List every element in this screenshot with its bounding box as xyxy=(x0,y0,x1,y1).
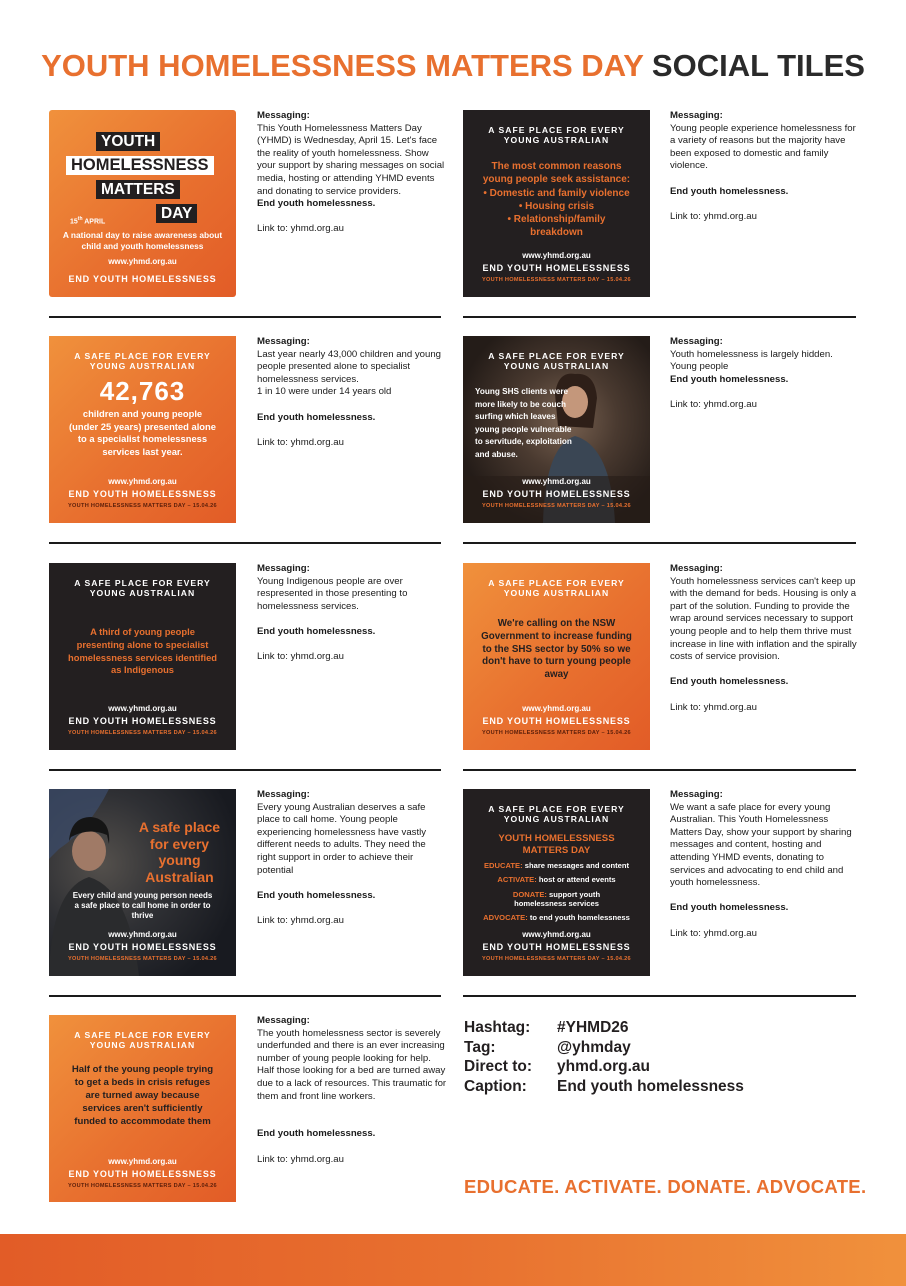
messaging-label: Messaging: xyxy=(670,563,723,574)
tile-footer: YOUTH HOMELESSNESS MATTERS DAY – 15.04.26 xyxy=(482,503,631,509)
social-tile-couch-surfing[interactable] xyxy=(463,336,650,523)
slogan: EDUCATE. ACTIVATE. DONATE. ADVOCATE. xyxy=(464,1176,867,1197)
messaging-block xyxy=(670,110,860,223)
divider xyxy=(49,995,441,997)
tile-end: END YOUTH HOMELESSNESS xyxy=(68,1169,217,1179)
messaging-end: End youth homelessness. xyxy=(670,185,789,197)
messaging-label: Messaging: xyxy=(257,789,310,800)
divider xyxy=(463,542,856,544)
tile-header: A SAFE PLACE FOR EVERY YOUNG AUSTRALIAN xyxy=(74,578,211,598)
tile-end: END YOUTH HOMELESSNESS xyxy=(68,274,217,284)
messaging-end: End youth homelessness. xyxy=(257,889,376,901)
tile-end: END YOUTH HOMELESSNESS xyxy=(68,489,217,499)
messaging-end: End youth homelessness. xyxy=(670,902,789,914)
messaging-end: End youth homelessness. xyxy=(257,625,376,637)
divider xyxy=(463,995,856,997)
messaging-link[interactable]: Link to: yhmd.org.au xyxy=(670,210,757,222)
social-tile-statistic[interactable] xyxy=(49,336,236,523)
tile-footer: YOUTH HOMELESSNESS MATTERS DAY – 15.04.26 xyxy=(482,277,631,283)
messaging-end: End youth homelessness. xyxy=(257,1128,376,1140)
messaging-block xyxy=(257,1015,447,1166)
divider xyxy=(463,316,856,318)
logo-date: 15th APRIL xyxy=(70,216,106,226)
tile-body: A national day to raise awareness about child and youth homelessness xyxy=(62,230,223,251)
title-bold: YOUTH HOMELESSNESS MATTERS DAY xyxy=(41,48,644,83)
messaging-block xyxy=(257,336,447,449)
tile-footer: YOUTH HOMELESSNESS MATTERS DAY – 15.04.26 xyxy=(482,956,631,962)
tile-end: END YOUTH HOMELESSNESS xyxy=(482,263,631,273)
tile-headline: A safe place for every young Australian xyxy=(138,819,221,885)
messaging-end: End youth homelessness. xyxy=(670,676,789,688)
tile-header: A SAFE PLACE FOR EVERY YOUNG AUSTRALIAN xyxy=(488,125,625,145)
messaging-block xyxy=(257,110,447,236)
tile-url: www.yhmd.org.au xyxy=(522,251,591,260)
messaging-text: Every young Australian deserves a safe place to call home. Young people experiencing homelessness have vastly different needs to adults. They need the right support in order to achieve their potential xyxy=(257,801,427,876)
messaging-label: Messaging: xyxy=(670,789,723,800)
tile-end: END YOUTH HOMELESSNESS xyxy=(482,942,631,952)
tile-footer: YOUTH HOMELESSNESS MATTERS DAY – 15.04.26 xyxy=(68,503,217,509)
messaging-end: End youth homelessness. xyxy=(670,373,789,385)
tile-header: A SAFE PLACE FOR EVERY YOUNG AUSTRALIAN xyxy=(488,804,625,824)
messaging-block xyxy=(670,789,860,940)
messaging-text: Young Indigenous people are over respresented in those presenting to homelessness services. xyxy=(257,575,408,612)
messaging-text: We want a safe place for every young Australian. This Youth Homelessness Matters Day, show your support by sharing messages and content, hosting and attending YHMD events, donating to services and advocating to end child and youth homelessness. xyxy=(670,801,852,889)
tile-url: www.yhmd.org.au xyxy=(522,930,591,939)
page-title xyxy=(0,48,906,84)
messaging-block xyxy=(257,563,447,664)
social-tile-actions[interactable] xyxy=(463,789,650,976)
social-tile-reasons[interactable] xyxy=(463,110,650,297)
divider xyxy=(463,769,856,771)
footer-bar xyxy=(0,1234,906,1286)
tile-body: A third of young people presenting alone to specialist homelessness services identified as Indigenous xyxy=(67,626,218,676)
social-tile-refuges[interactable] xyxy=(49,1015,236,1202)
tile-header: A SAFE PLACE FOR EVERY YOUNG AUSTRALIAN xyxy=(488,578,625,598)
messaging-text: 1 in 10 were under 14 years old xyxy=(257,386,392,398)
messaging-label: Messaging: xyxy=(257,1015,310,1026)
messaging-text: Young people experience homelessness for a variety of reasons but the majority have been exposed to domestic and family violence. xyxy=(670,122,856,172)
divider xyxy=(49,316,441,318)
messaging-end: End youth homelessness. xyxy=(257,411,376,423)
logo-word: MATTERS xyxy=(96,180,180,199)
messaging-link[interactable]: Link to: yhmd.org.au xyxy=(670,701,757,713)
messaging-text: Young people xyxy=(670,361,729,373)
messaging-link[interactable]: Link to: yhmd.org.au xyxy=(670,398,757,410)
social-tile-funding[interactable] xyxy=(463,563,650,750)
tile-header: A SAFE PLACE FOR EVERY YOUNG AUSTRALIAN xyxy=(74,1030,211,1050)
tile-body: Every child and young person needs a safe place to call home in order to thrive xyxy=(72,891,213,921)
messaging-end: End youth homelessness. xyxy=(257,198,376,210)
logo-word: YOUTH xyxy=(96,132,160,151)
tile-footer: YOUTH HOMELESSNESS MATTERS DAY – 15.04.26 xyxy=(482,730,631,736)
messaging-text: The youth homelessness sector is severely underfunded and there is an ever increasing number of young people looking for help. Half those looking for a bed are turned away due to a lack of resources. This traumatic for them and front line workers. xyxy=(257,1027,447,1102)
tile-action-list: EDUCATE: share messages and content ACTIVATE: host or attend events DONATE: support youth homelessness services ADVOCATE: to end youth homelessness xyxy=(483,861,630,923)
messaging-label: Messaging: xyxy=(257,563,310,574)
tile-end: END YOUTH HOMELESSNESS xyxy=(482,716,631,726)
messaging-link[interactable]: Link to: yhmd.org.au xyxy=(670,927,757,939)
tile-body: Half of the young people trying to get a beds in crisis refuges are turned away because services aren't sufficiently funded to accommodate them xyxy=(71,1064,214,1127)
divider xyxy=(49,769,441,771)
messaging-link[interactable]: Link to: yhmd.org.au xyxy=(257,1153,344,1165)
messaging-label: Messaging: xyxy=(257,336,310,347)
logo-word: HOMELESSNESS xyxy=(66,156,214,175)
messaging-text: Youth homelessness services can't keep up with the demand for beds. Housing is only a part of the solution. Funding to provide the wrap around services necessary to support young people and to help them thrive must increase in line with inflation and the spirally costs of service provision. xyxy=(670,575,857,663)
tile-subtitle: YOUTH HOMELESSNESS MATTERS DAY xyxy=(498,833,615,856)
tile-header: A SAFE PLACE FOR EVERY YOUNG AUSTRALIAN xyxy=(74,351,211,371)
tile-footer: YOUTH HOMELESSNESS MATTERS DAY – 15.04.26 xyxy=(68,1183,217,1189)
hashtag-label: Hashtag: xyxy=(464,1019,531,1036)
messaging-text: Last year nearly 43,000 children and young people presented alone to specialist homelessness services. xyxy=(257,348,442,385)
messaging-label: Messaging: xyxy=(670,110,723,121)
caption-value: End youth homelessness xyxy=(557,1077,744,1095)
tile-url: www.yhmd.org.au xyxy=(108,477,177,486)
messaging-label: Messaging: xyxy=(257,110,310,121)
direct-to-label: Direct to: xyxy=(464,1058,533,1075)
tile-url: www.yhmd.org.au xyxy=(522,477,591,486)
tile-url: www.yhmd.org.au xyxy=(522,704,591,713)
tile-end: END YOUTH HOMELESSNESS xyxy=(68,942,217,952)
tile-body: children and young people (under 25 years) presented alone to a specialist homelessness services last year. xyxy=(69,408,216,457)
tag-label: Tag: xyxy=(464,1038,496,1056)
tag-value[interactable]: @yhmday xyxy=(557,1038,631,1056)
title-light: SOCIAL TILES xyxy=(651,48,865,83)
tile-body: We're calling on the NSW Government to increase funding to the SHS sector by 50% so we don't have to turn young people away xyxy=(481,618,632,681)
social-tile-yhmd-logo[interactable] xyxy=(49,110,236,297)
social-tile-safe-place[interactable] xyxy=(49,789,236,976)
messaging-link[interactable]: Link to: yhmd.org.au xyxy=(257,223,344,235)
logo-word: DAY xyxy=(156,204,197,223)
messaging-block xyxy=(670,563,860,714)
messaging-label: Messaging: xyxy=(670,336,723,347)
direct-to-link[interactable]: yhmd.org.au xyxy=(557,1058,651,1075)
messaging-link[interactable]: Link to: yhmd.org.au xyxy=(257,914,344,926)
tile-body: The most common reasons young people seek assistance: • Domestic and family violence • Housing crisis • Relationship/family breakdown xyxy=(482,161,631,239)
tile-url: www.yhmd.org.au xyxy=(108,1157,177,1166)
tile-statistic: 42,763 xyxy=(99,376,186,406)
messaging-link[interactable]: Link to: yhmd.org.au xyxy=(257,436,344,448)
caption-label: Caption: xyxy=(464,1077,527,1095)
tile-footer: YOUTH HOMELESSNESS MATTERS DAY – 15.04.26 xyxy=(68,730,217,736)
messaging-block xyxy=(257,789,447,928)
divider xyxy=(49,542,441,544)
tile-body: Young SHS clients were more likely to be couch surfing which leaves young people vulnerable to servitude, exploitation and abuse. xyxy=(475,387,572,459)
tile-url: www.yhmd.org.au xyxy=(108,704,177,713)
tile-end: END YOUTH HOMELESSNESS xyxy=(68,716,217,726)
yhmd-logo xyxy=(61,126,226,226)
tile-footer: YOUTH HOMELESSNESS MATTERS DAY – 15.04.26 xyxy=(68,956,217,962)
tile-end: END YOUTH HOMELESSNESS xyxy=(482,489,631,499)
tile-url: www.yhmd.org.au xyxy=(108,930,177,939)
messaging-text: Youth homelessness is largely hidden. xyxy=(670,348,833,360)
messaging-text: This Youth Homelessness Matters Day (YHMD) is Wednesday, April 15. Let's face the reality of youth homelessness. Show your support by sharing messages on social media, hosting or attending YHMD events and donating to service providers. xyxy=(257,122,445,197)
tile-header: A SAFE PLACE FOR EVERY YOUNG AUSTRALIAN xyxy=(488,351,625,371)
hashtag-value[interactable]: #YHMD26 xyxy=(557,1019,629,1036)
tile-url: www.yhmd.org.au xyxy=(108,257,177,266)
social-tile-indigenous[interactable] xyxy=(49,563,236,750)
hashtag-block xyxy=(464,1018,744,1096)
messaging-block xyxy=(670,336,860,412)
messaging-link[interactable]: Link to: yhmd.org.au xyxy=(257,651,344,663)
